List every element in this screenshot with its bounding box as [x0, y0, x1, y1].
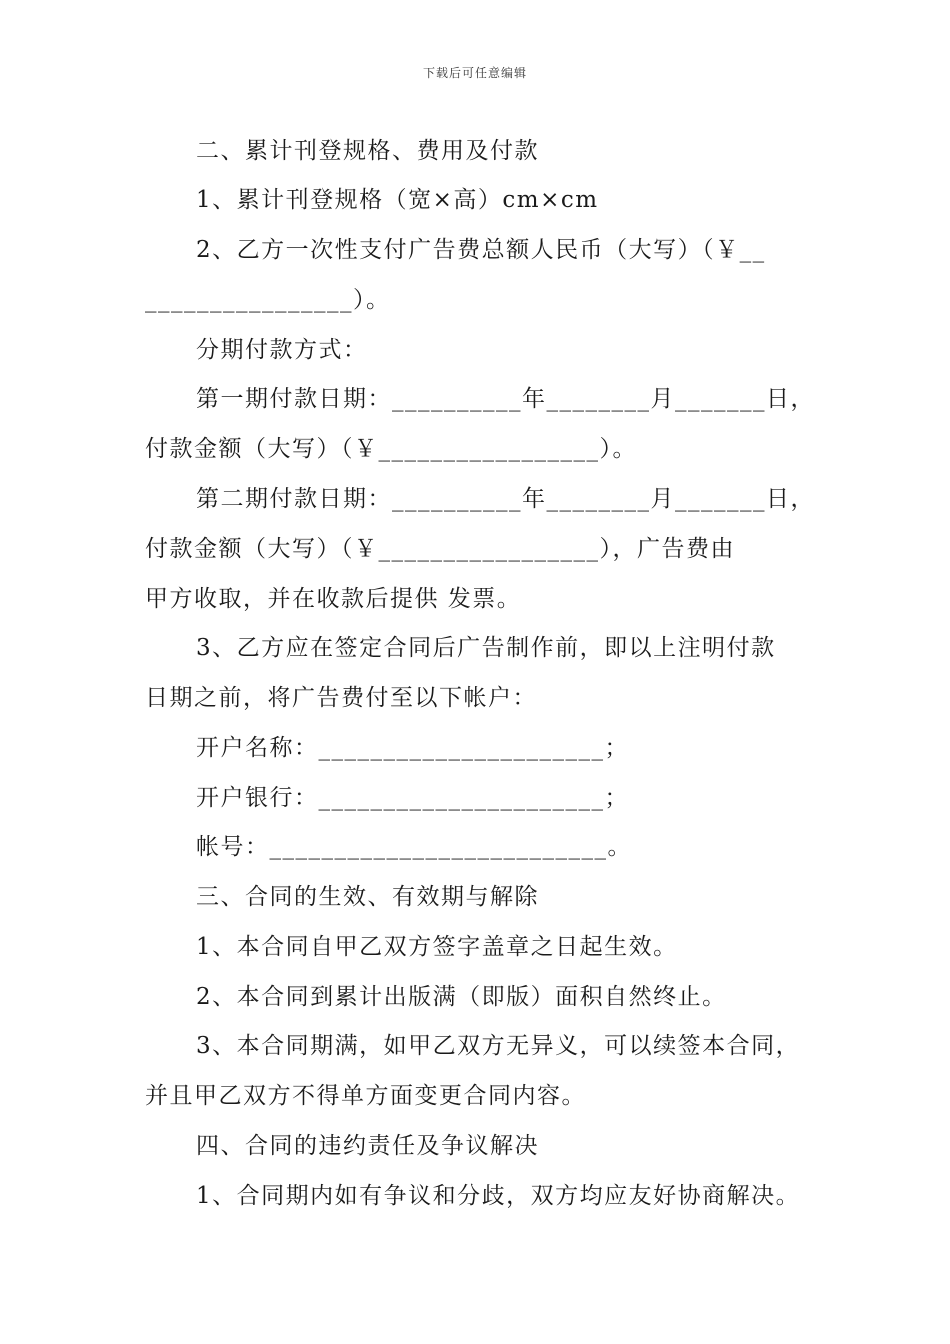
clause-2-3-line2: 日期之前，将广告费付至以下帐户： [145, 685, 537, 711]
installment-heading: 分期付款方式： [196, 337, 368, 363]
installment-2-amount: 付款金额（大写）（￥_________________），广告费由 [145, 536, 735, 562]
clause-3-3-line1: 3、本合同期满，如甲乙双方无异义，可以续签本合同， [196, 1033, 801, 1059]
clause-2-2-line2: ________________）。 [145, 287, 391, 313]
section-2-heading: 二、累计刊登规格、费用及付款 [196, 138, 539, 164]
clause-2-1: 1、累计刊登规格（宽×高）cm×cm [196, 187, 599, 213]
account-number-field: 帐号：__________________________。 [196, 834, 632, 860]
clause-3-2: 2、本合同到累计出版满（即版）面积自然终止。 [196, 984, 727, 1010]
installment-2-invoice: 甲方收取，并在收款后提供 发票。 [145, 586, 522, 612]
clause-3-1: 1、本合同自甲乙双方签字盖章之日起生效。 [196, 934, 678, 960]
section-4-heading: 四、合同的违约责任及争议解决 [196, 1133, 539, 1159]
account-bank-field: 开户银行：______________________； [196, 785, 629, 811]
clause-4-1: 1、合同期内如有争议和分歧，双方均应友好协商解决。 [196, 1183, 801, 1209]
installment-2-date: 第二期付款日期：__________年________月_______日， [196, 486, 815, 512]
installment-1-amount: 付款金额（大写）（￥_________________）。 [145, 436, 637, 462]
page-header: 下载后可任意编辑 [422, 66, 527, 80]
installment-1-date: 第一期付款日期：__________年________月_______日， [196, 386, 815, 412]
section-3-heading: 三、合同的生效、有效期与解除 [196, 884, 539, 910]
account-name-field: 开户名称：______________________； [196, 735, 629, 761]
clause-2-3-line1: 3、乙方应在签定合同后广告制作前，即以上注明付款 [196, 635, 776, 661]
clause-2-2-line1: 2、乙方一次性支付广告费总额人民币（大写）（￥__ [196, 237, 766, 263]
clause-3-3-line2: 并且甲乙双方不得单方面变更合同内容。 [145, 1083, 586, 1109]
